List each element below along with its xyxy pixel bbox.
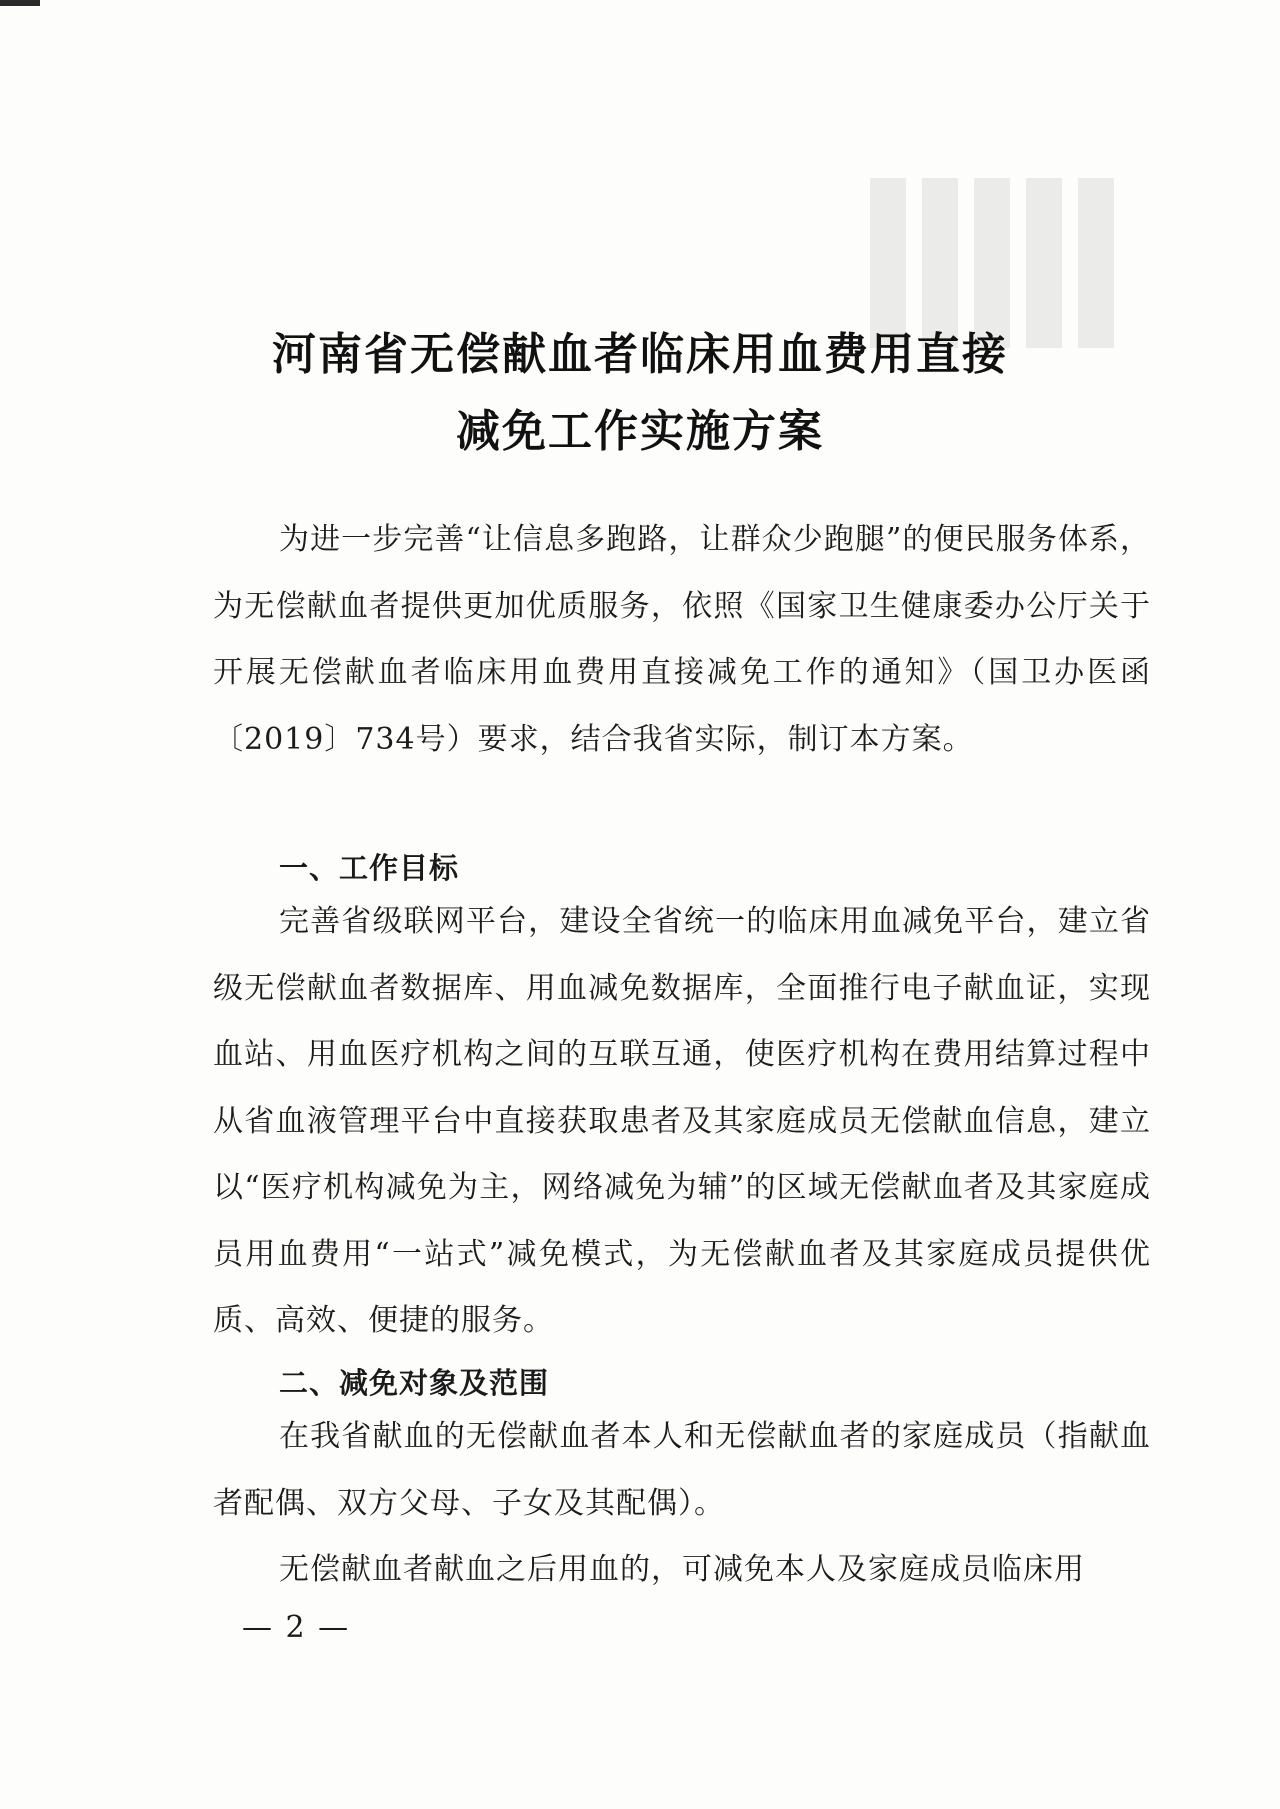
document-title-line-2: 减免工作实施方案 xyxy=(456,406,824,457)
scan-corner-mark xyxy=(0,0,40,6)
section-heading-scope: 二、减免对象及范围 xyxy=(279,1366,550,1400)
section-heading-work-goal: 一、工作目标 xyxy=(279,851,460,885)
page-number: — 2 — xyxy=(242,1610,351,1645)
section-scope-body-continued: 无偿献血者献血之后用血的，可减免本人及家庭成员临床用 xyxy=(279,1552,1085,1587)
intro-paragraph: 为进一步完善“让信息多跑路，让群众少跑腿”的便民服务体系，为无偿献血者提供更加优质服务，依照《国家卫生健康委办公厅关于开展无偿献血者临床用血费用直接减免工作的通知》（国卫办医函〔2019〕734号）要求，结合我省实际，制订本方案。 xyxy=(213,522,1151,757)
section-work-goal-body: 完善省级联网平台，建设全省统一的临床用血减免平台，建立省级无偿献血者数据库、用血减免数据库，全面推行电子献血证，实现血站、用血医疗机构之间的互联互通，使医疗机构在费用结算过程中从省血液管理平台中直接获取患者及其家庭成员无偿献血信息，建立以“医疗机构减免为主，网络减免为辅”的区域无偿献血者及其家庭成员用血费用“一站式”减免模式，为无偿献血者及其家庭成员提供优质、高效、便捷的服务。 xyxy=(213,904,1151,1338)
document-title-line-1: 河南省无偿献血者临床用血费用直接 xyxy=(272,329,1008,380)
section-scope-body: 在我省献血的无偿献血者本人和无偿献血者的家庭成员（指献血者配偶、双方父母、子女及其配偶）。 xyxy=(213,1419,1151,1521)
